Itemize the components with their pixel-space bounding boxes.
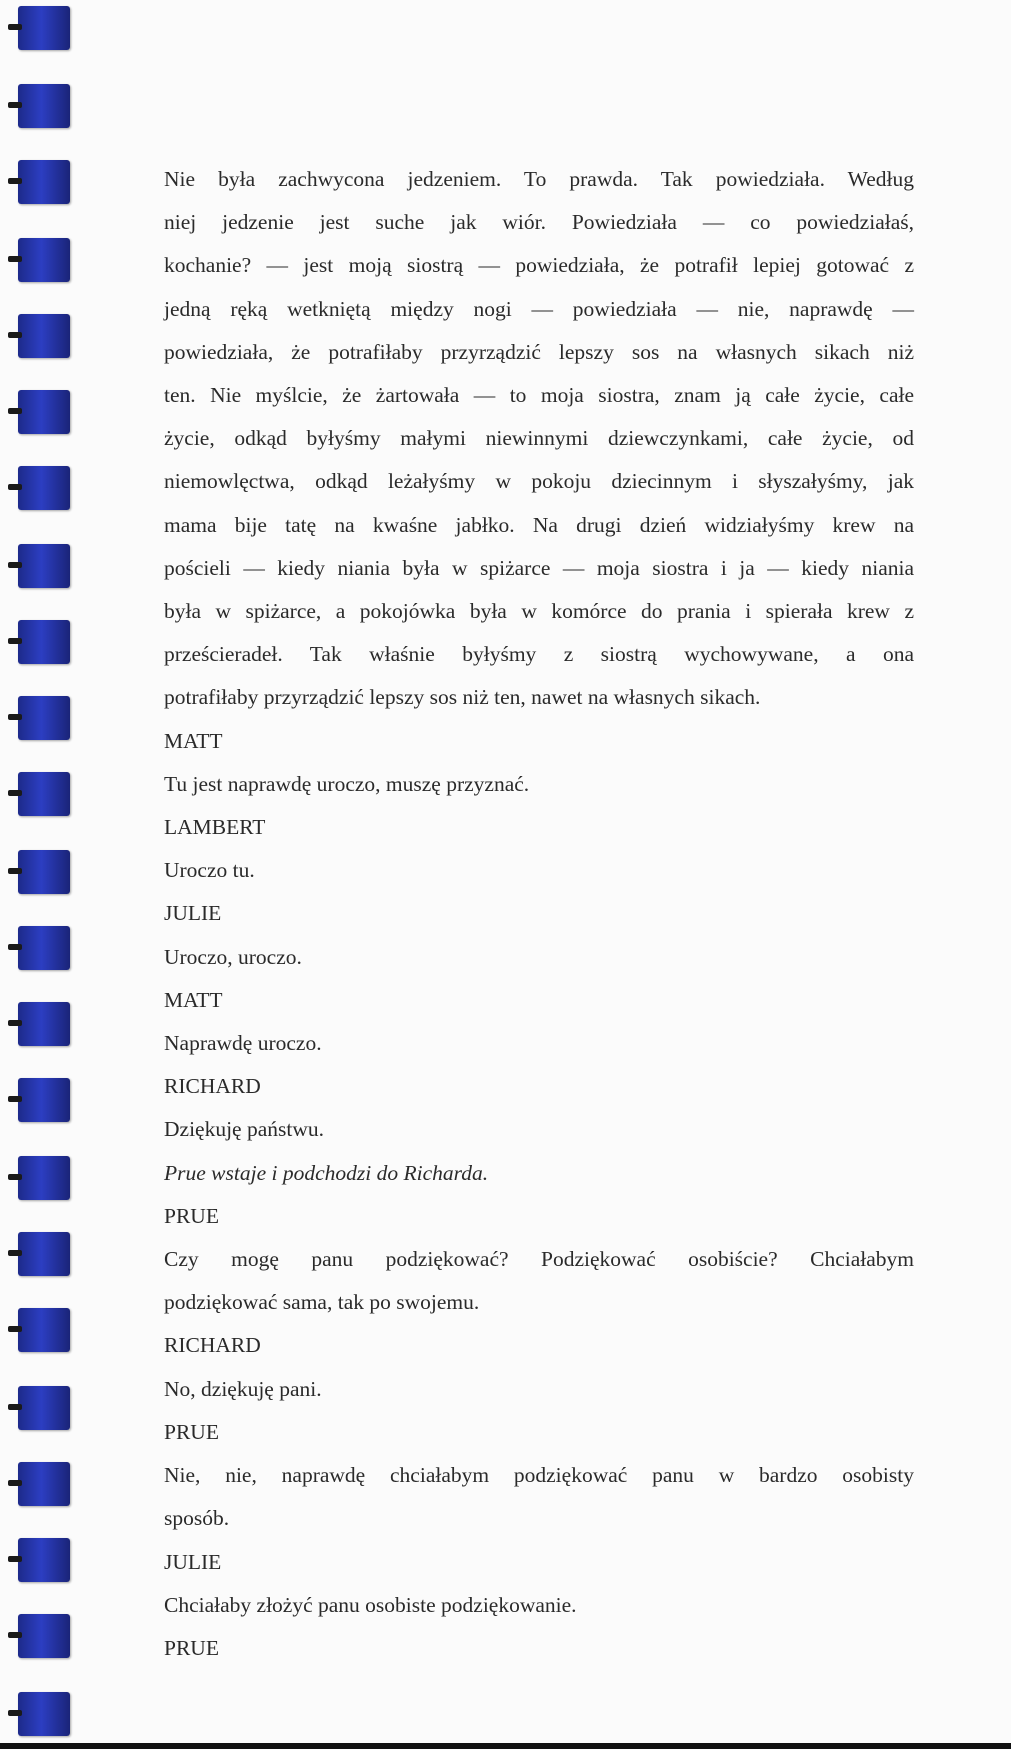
- dialogue-line: Dziękuję państwu.: [164, 1117, 325, 1142]
- binding-ring: [18, 1614, 70, 1658]
- binding-ring: [18, 1538, 70, 1582]
- binding-ring: [18, 466, 70, 510]
- speaker-name: RICHARD: [164, 1074, 261, 1099]
- paragraph-line: niej jedzenie jest suche jak wiór. Powiedziała — co powiedziałaś,: [164, 210, 914, 235]
- binding-ring: [18, 926, 70, 970]
- speaker-name: LAMBERT: [164, 815, 266, 840]
- binding-ring: [18, 390, 70, 434]
- dialogue-line: Naprawdę uroczo.: [164, 1031, 322, 1056]
- binding-ring: [18, 620, 70, 664]
- binding-ring: [18, 1002, 70, 1046]
- binding-ring: [18, 1308, 70, 1352]
- dialogue-line: Chciałaby złożyć panu osobiste podziękowanie.: [164, 1592, 577, 1617]
- binding-ring: [18, 160, 70, 204]
- binding-ring: [18, 1386, 70, 1430]
- binding-ring: [18, 6, 70, 50]
- monologue-paragraph: [164, 158, 914, 720]
- dialogue-line: Tu jest naprawdę uroczo, muszę przyznać.: [164, 771, 530, 796]
- binding-ring: [18, 238, 70, 282]
- speaker-name: JULIE: [164, 901, 222, 926]
- paragraph-line: jedną ręką wetkniętą między nogi — powiedziała — nie, naprawdę —: [164, 296, 914, 321]
- binding-ring: [18, 1156, 70, 1200]
- speaker-name: JULIE: [164, 1549, 222, 1574]
- binding-ring: [18, 1078, 70, 1122]
- speaker-name: PRUE: [164, 1203, 219, 1228]
- paragraph-line: ten. Nie myślcie, że żartowała — to moja siostra, znam ją całe życie, całe: [164, 383, 914, 408]
- binding-ring: [18, 314, 70, 358]
- paragraph-line: była w spiżarce, a pokojówka była w komórce do prania i spierała krew z: [164, 599, 914, 624]
- paragraph-line: kochanie? — jest moją siostrą — powiedziała, że potrafił lepiej gotować z: [164, 253, 914, 278]
- paragraph-line: prześcieradeł. Tak właśnie byłyśmy z siostrą wychowywane, a ona: [164, 642, 914, 667]
- speaker-name: PRUE: [164, 1635, 219, 1660]
- binding-ring: [18, 696, 70, 740]
- binding-ring: [18, 544, 70, 588]
- dialogue-line: Czy mogę panu podziękować? Podziękować osobiście? Chciałabym: [164, 1247, 914, 1272]
- dialogue-line: Uroczo, uroczo.: [164, 944, 302, 969]
- paragraph-line: Nie była zachwycona jedzeniem. To prawda. Tak powiedziała. Według: [164, 167, 914, 191]
- binding-ring: [18, 1692, 70, 1736]
- binding-ring: [18, 1232, 70, 1276]
- dialogue-line: sposób.: [164, 1506, 230, 1531]
- paragraph-line: pościeli — kiedy niania była w spiżarce — moja siostra i ja — kiedy niania: [164, 555, 914, 580]
- speaker-name: RICHARD: [164, 1333, 261, 1358]
- binding-ring: [18, 772, 70, 816]
- speaker-name: PRUE: [164, 1419, 219, 1444]
- speaker-name: MATT: [164, 728, 223, 753]
- binding-ring: [18, 84, 70, 128]
- dialogue-line: Nie, nie, naprawdę chciałabym podziękować panu w bardzo osobisty: [164, 1463, 914, 1488]
- binding-ring: [18, 850, 70, 894]
- scan-edge: [0, 1743, 1011, 1749]
- paragraph-line: niemowlęctwa, odkąd leżałyśmy w pokoju dziecinnym i słyszałyśmy, jak: [164, 469, 914, 494]
- dialogue-line: Uroczo tu.: [164, 858, 255, 883]
- paragraph-line: mama bije tatę na kwaśne jabłko. Na drugi dzień widziałyśmy krew na: [164, 512, 914, 537]
- binding-ring: [18, 1462, 70, 1506]
- stage-direction: Prue wstaje i podchodzi do Richarda.: [164, 1160, 489, 1185]
- dialogue-line: No, dziękuję pani.: [164, 1376, 322, 1401]
- paragraph-line: życie, odkąd byłyśmy małymi niewinnymi dziewczynkami, całe życie, od: [164, 426, 914, 451]
- spiral-binding: [0, 0, 80, 1749]
- paragraph-line: powiedziała, że potrafiłaby przyrządzić lepszy sos na własnych sikach niż: [164, 339, 914, 364]
- paragraph-line: potrafiłaby przyrządzić lepszy sos niż ten, nawet na własnych sikach.: [164, 685, 761, 710]
- speaker-name: MATT: [164, 987, 223, 1012]
- script-text: [164, 158, 914, 1670]
- dialogue-line: podziękować sama, tak po swojemu.: [164, 1290, 480, 1315]
